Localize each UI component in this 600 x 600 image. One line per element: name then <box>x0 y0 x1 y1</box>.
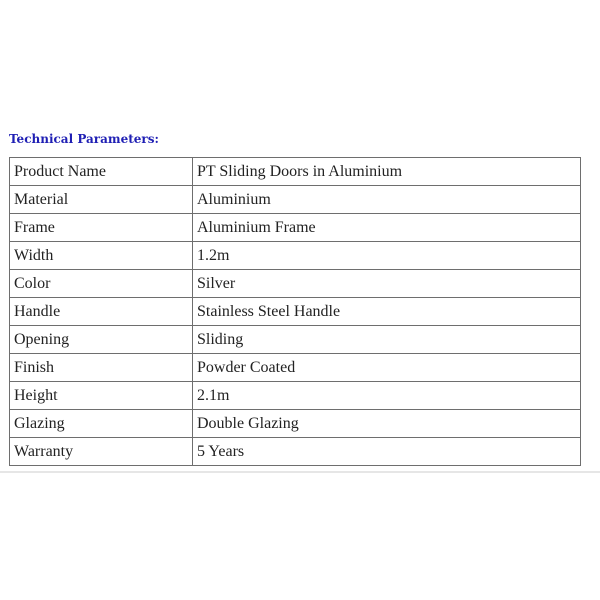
table-row <box>10 214 581 242</box>
table-row <box>10 438 581 466</box>
parameter-label: Width <box>10 242 193 270</box>
parameter-value: 5 Years <box>193 438 581 466</box>
table-row <box>10 242 581 270</box>
parameter-label: Finish <box>10 354 193 382</box>
table-row <box>10 158 581 186</box>
parameter-value: Silver <box>193 270 581 298</box>
parameter-label: Glazing <box>10 410 193 438</box>
table-row <box>10 298 581 326</box>
table-row <box>10 382 581 410</box>
parameter-value: Stainless Steel Handle <box>193 298 581 326</box>
parameter-label: Opening <box>10 326 193 354</box>
parameter-value: Aluminium Frame <box>193 214 581 242</box>
parameter-label: Color <box>10 270 193 298</box>
technical-parameters-table <box>9 157 581 466</box>
parameter-label: Material <box>10 186 193 214</box>
table-row <box>10 186 581 214</box>
divider <box>0 471 600 473</box>
table-row <box>10 270 581 298</box>
parameter-value: 2.1m <box>193 382 581 410</box>
table-row <box>10 326 581 354</box>
parameter-value: 1.2m <box>193 242 581 270</box>
table-row <box>10 410 581 438</box>
parameter-value: Sliding <box>193 326 581 354</box>
parameter-value: Double Glazing <box>193 410 581 438</box>
parameter-label: Frame <box>10 214 193 242</box>
table-row <box>10 354 581 382</box>
parameter-value: Powder Coated <box>193 354 581 382</box>
parameter-label: Height <box>10 382 193 410</box>
parameter-label: Handle <box>10 298 193 326</box>
section-heading: Technical Parameters: <box>9 132 159 146</box>
parameter-value: PT Sliding Doors in Aluminium <box>193 158 581 186</box>
parameter-label: Product Name <box>10 158 193 186</box>
parameter-label: Warranty <box>10 438 193 466</box>
parameter-value: Aluminium <box>193 186 581 214</box>
